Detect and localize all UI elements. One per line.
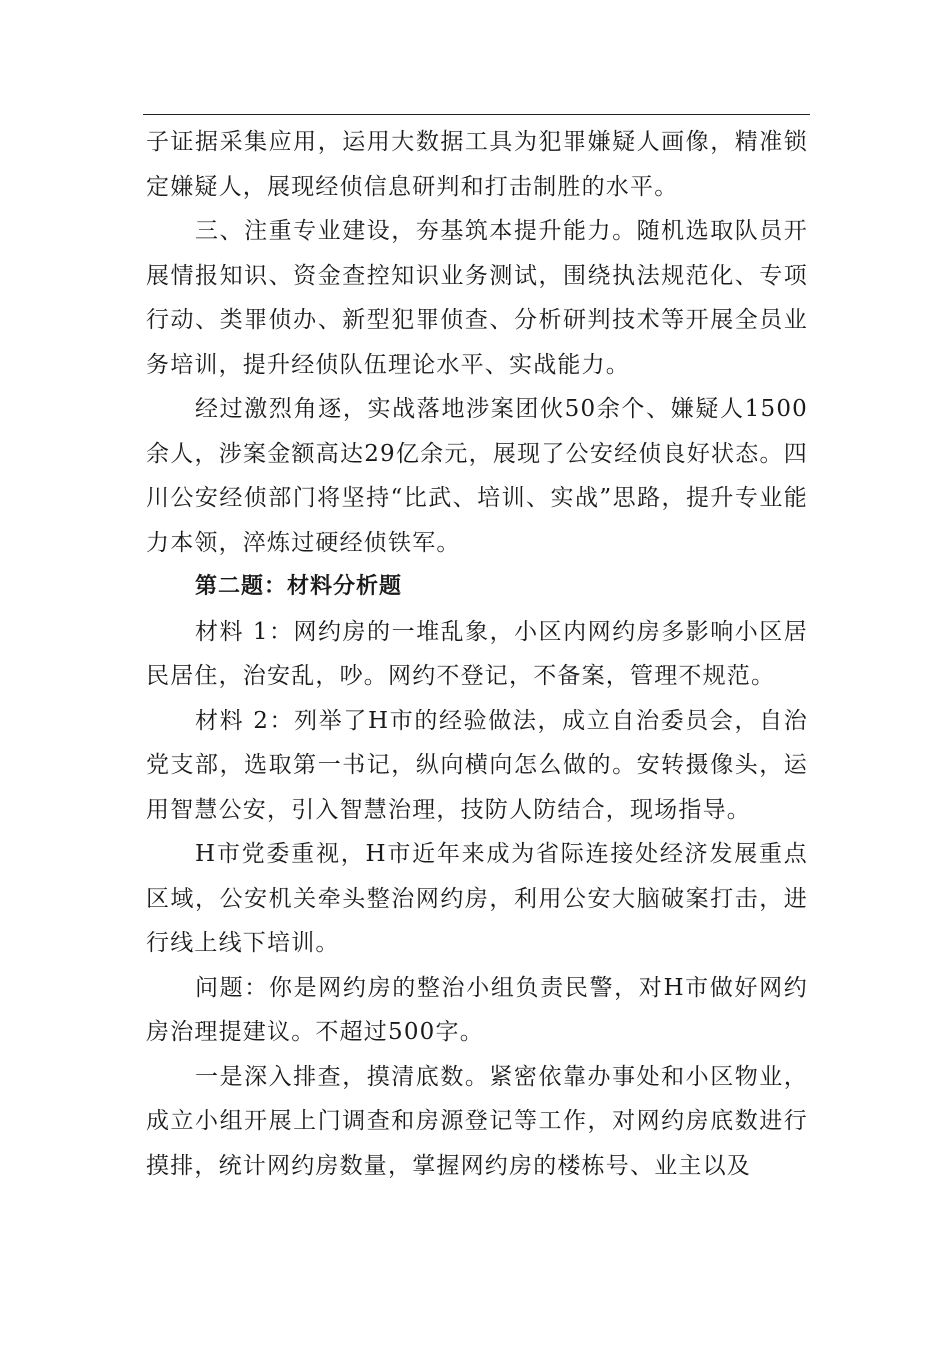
paragraph-continuation: 子证据采集应用，运用大数据工具为犯罪嫌疑人画像，精准锁定嫌疑人，展现经侦信息研判和打击制胜的水平。 [146,129,808,200]
material-1: 材料 1：网约房的一堆乱象，小区内网约房多影响小区居民居住，治安乱，吵。网约不登记，不备案，管理不规范。 [146,618,808,689]
answer-point-1: 一是深入排查，摸清底数。紧密依靠办事处和小区物业，成立小组开展上门调查和房源登记等工作，对网约房底数进行摸排，统计网约房数量，掌握网约房的楼栋号、业主以及 [146,1063,808,1179]
material-h-city: H市党委重视，H市近年来成为省际连接处经济发展重点区域，公安机关牵头整治网约房，利用公安大脑破案打击，进行线上线下培训。 [146,841,808,956]
question: 问题：你是网约房的整治小组负责民警，对H市做好网约房治理提建议。不超过500字。 [146,974,808,1045]
document-body [146,120,808,1188]
section-heading: 第二题：材料分析题 [195,574,403,599]
paragraph-results: 经过激烈角逐，实战落地涉案团伙50余个、嫌疑人1500余人，涉案金额高达29亿余元，展现了公安经侦良好状态。四川公安经侦部门将坚持“比武、培训、实战”思路，提升专业能力本领，淬炼过硬经侦铁军。 [146,396,808,556]
paragraph-professional-building: 三、注重专业建设，夯基筑本提升能力。随机选取队员开展情报知识、资金查控知识业务测试，围绕执法规范化、专项行动、类罪侦办、新型犯罪侦查、分析研判技术等开展全员业务培训，提升经侦队伍理论水平、实战能力。 [146,218,808,378]
header-rule [143,114,810,115]
material-2: 材料 2：列举了H市的经验做法，成立自治委员会，自治党支部，选取第一书记，纵向横向怎么做的。安转摄像头，运用智慧公安，引入智慧治理，技防人防结合，现场指导。 [146,707,808,823]
